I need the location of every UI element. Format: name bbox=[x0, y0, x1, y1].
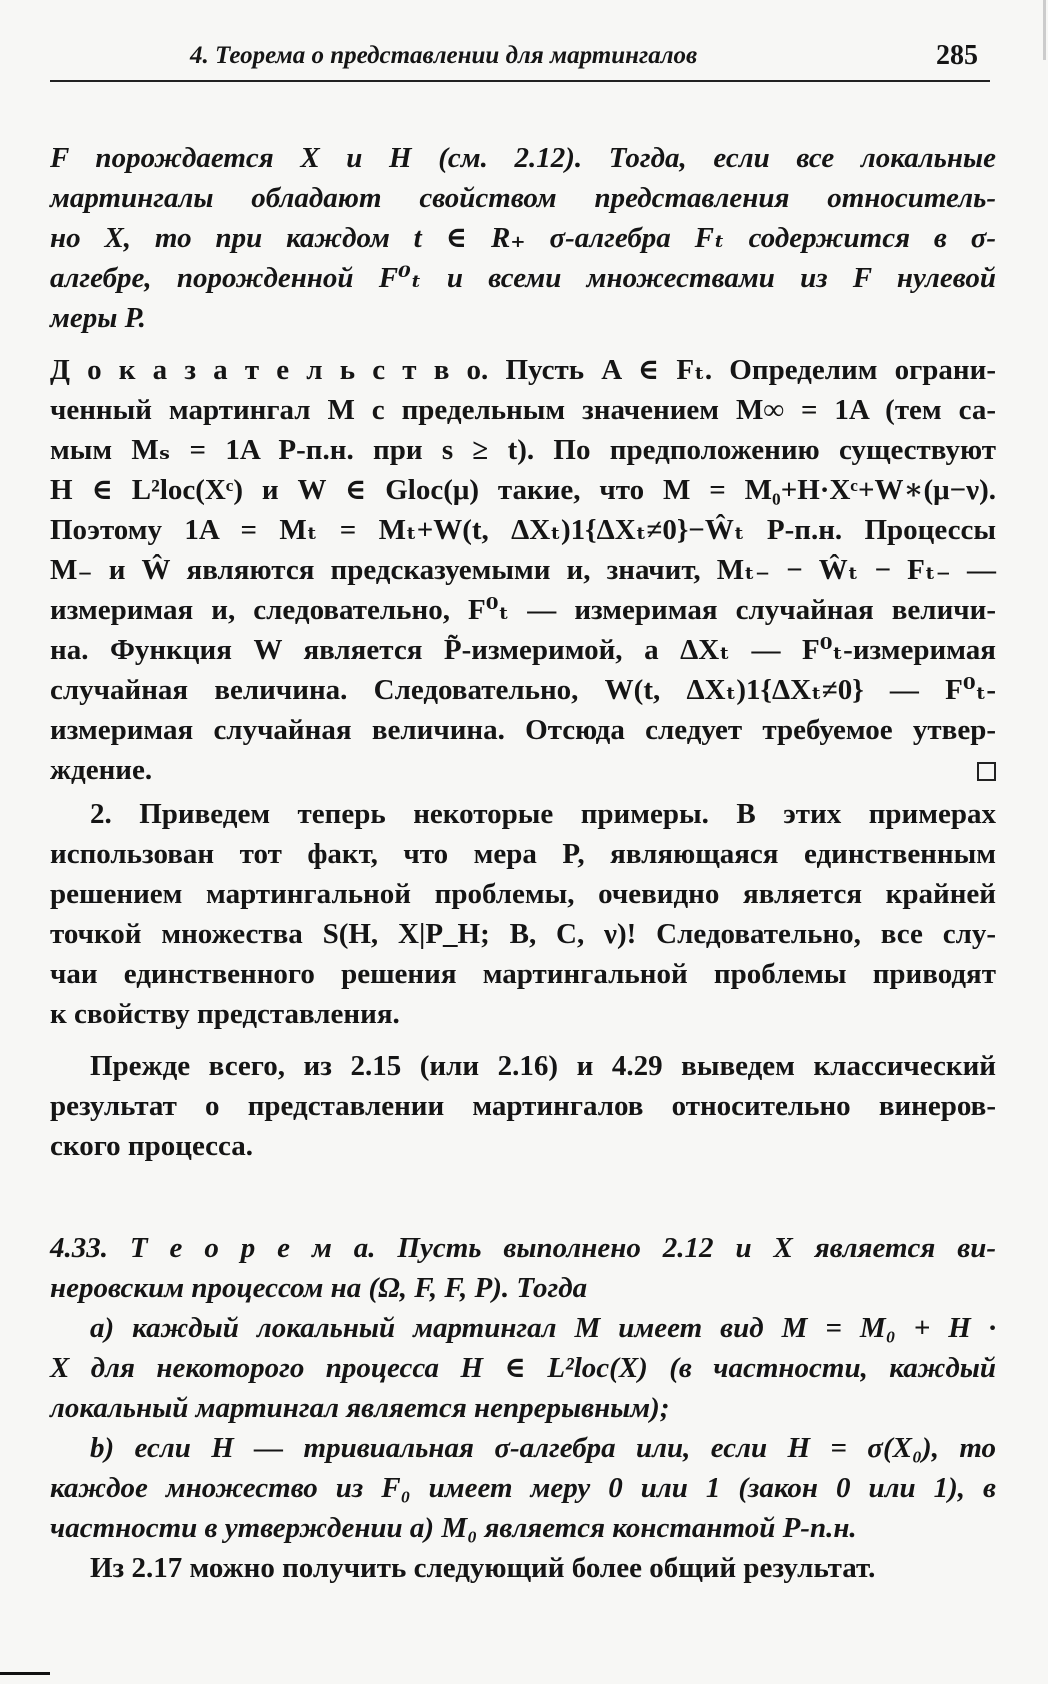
qed-square-icon bbox=[977, 762, 996, 781]
text-line: частности в утверждении a) M₀ является константой P-п.н. bbox=[50, 1512, 857, 1544]
text-line: точкой множества S(H, X|P_H; B, C, ν)! Следовательно, все слу- bbox=[50, 918, 996, 950]
text-line: неровским процессом на (Ω, F, F, P). Тогда bbox=[50, 1272, 588, 1304]
page-number: 285 bbox=[936, 40, 978, 71]
text-line: локальный мартингал является непрерывным); bbox=[50, 1392, 670, 1424]
text-line: но X, то при каждом t ∈ R₊ σ-алгебра Fₜ содержится в σ- bbox=[50, 222, 996, 254]
text-line: измеримая и, следовательно, F⁰ₜ — измеримая случайная величи- bbox=[50, 594, 996, 626]
header-rule bbox=[50, 80, 990, 82]
text-line: 2. Приведем теперь некоторые примеры. В этих примерах bbox=[90, 798, 996, 830]
text-line: X для некоторого процесса H ∈ L²loc(X) (в частности, каждый bbox=[50, 1352, 996, 1384]
text-line: Прежде всего, из 2.15 (или 2.16) и 4.29 выведем классический bbox=[90, 1050, 996, 1082]
text-line: алгебре, порожденной F⁰ₜ и всеми множествами из F нулевой bbox=[50, 262, 996, 294]
text-line: результат о представлении мартингалов относительно винеров- bbox=[50, 1090, 996, 1122]
closing-sentence: Из 2.17 можно получить следующий более общий результат. bbox=[90, 1552, 876, 1584]
text-line: использован тот факт, что мера P, являющаяся единственным bbox=[50, 838, 996, 870]
theorem-item-b bbox=[50, 1428, 996, 1548]
text-line: Поэтому 1A = Mₜ = Mₜ+W(t, ΔXₜ)1{ΔXₜ≠0}−Ŵₜ P-п.н. Процессы bbox=[50, 514, 996, 546]
text-line: a) каждый локальный мартингал M имеет вид M = M₀ + H · bbox=[90, 1312, 996, 1344]
text-line: F порождается X и H (см. 2.12). Тогда, если все локальные bbox=[50, 142, 996, 174]
text-line: измеримая случайная величина. Отсюда следует требуемое утвер- bbox=[50, 714, 996, 746]
text-line: M₋ и Ŵ являются предсказуемыми и, значит, Mₜ₋ − Ŵₜ − Fₜ₋ — bbox=[50, 554, 996, 586]
theorem-heading: 4.33. Т е о р е м а. Пусть выполнено 2.12 и X является ви- bbox=[50, 1232, 996, 1264]
text-line: мартингалы обладают свойством представления относитель- bbox=[50, 182, 996, 214]
scan-edge-mark bbox=[0, 1672, 50, 1675]
text-line: ченный мартингал M с предельным значением M∞ = 1A (тем са- bbox=[50, 394, 996, 426]
text-line: решением мартингальной проблемы, очевидно является крайней bbox=[50, 878, 996, 910]
scan-edge-mark bbox=[1043, 0, 1046, 60]
text-line: b) если H — тривиальная σ-алгебра или, если H = σ(X₀), то bbox=[90, 1432, 996, 1464]
page-body bbox=[50, 138, 996, 1588]
page-header bbox=[50, 36, 990, 82]
paragraph-intro bbox=[50, 1046, 996, 1166]
text-line: ского процесса. bbox=[50, 1130, 254, 1162]
text-line: мым Mₛ = 1A P-п.н. при s ≥ t). По предположению существуют bbox=[50, 434, 996, 466]
text-line: ждение. bbox=[50, 754, 153, 786]
proof bbox=[50, 350, 996, 790]
proof-end-line bbox=[50, 750, 996, 790]
theorem-item-a bbox=[50, 1308, 996, 1428]
text-line: случайная величина. Следовательно, W(t, ΔXₜ)1{ΔXₜ≠0} — F⁰ₜ- bbox=[50, 674, 996, 706]
text-line: к свойству представления. bbox=[50, 998, 400, 1030]
text-line: Д о к а з а т е л ь с т в о. Пусть A ∈ Fₜ. Определим ограни- bbox=[50, 354, 996, 386]
paragraph-examples bbox=[50, 794, 996, 1034]
running-title: 4. Теорема о представлении для мартингалов bbox=[190, 42, 698, 69]
text-line: на. Функция W является P̃-измеримой, а ΔXₜ — F⁰ₜ-измеримая bbox=[50, 634, 996, 666]
lemma-statement bbox=[50, 138, 996, 338]
text-line: чаи единственного решения мартингальной проблемы приводят bbox=[50, 958, 996, 990]
text-line: H ∈ L²loc(Xᶜ) и W ∈ Gloc(μ) такие, что M = M₀+H·Xᶜ+W∗(μ−ν). bbox=[50, 474, 996, 506]
theorem-4-33 bbox=[50, 1228, 996, 1308]
text-line: каждое множество из F₀ имеет меру 0 или 1 (закон 0 или 1), в bbox=[50, 1472, 996, 1504]
text-line: меры P. bbox=[50, 302, 146, 334]
